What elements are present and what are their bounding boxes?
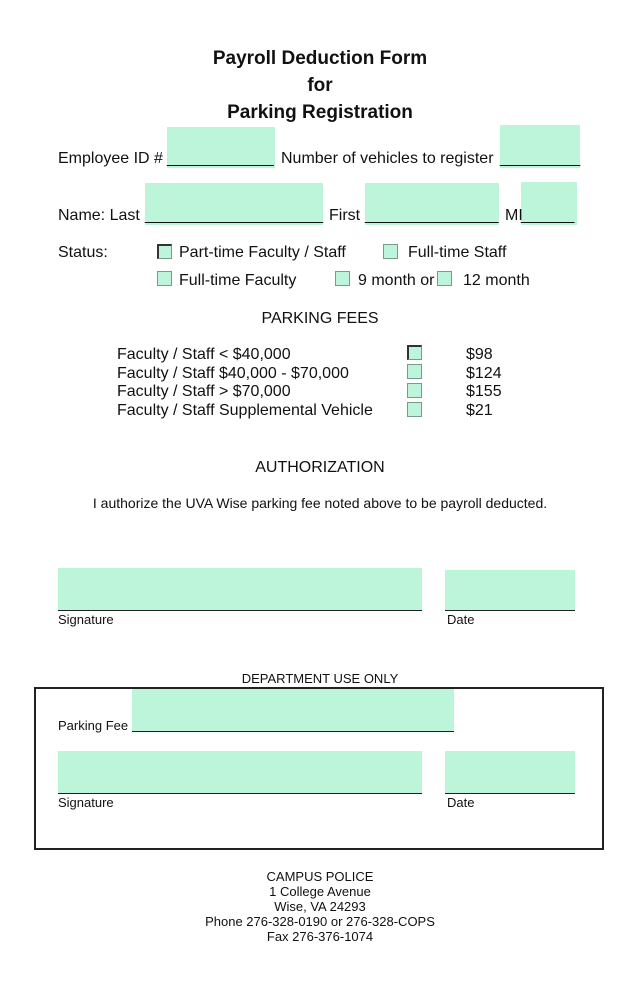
parking-fee-field[interactable]: [132, 689, 454, 731]
form-title-line-1: Payroll Deduction Form: [212, 48, 428, 69]
twelve-month-checkbox[interactable]: [437, 271, 452, 286]
full-time-faculty-checkbox[interactable]: [157, 271, 172, 286]
form-title-line-3: Parking Registration: [227, 102, 413, 123]
fee-option-checkbox-2[interactable]: [407, 364, 422, 379]
fee-row-price: $155: [466, 383, 502, 400]
fee-option-checkbox-1[interactable]: [407, 345, 422, 360]
authorization-date-field[interactable]: [445, 570, 575, 610]
full-time-faculty-label: Full-time Faculty: [179, 272, 297, 289]
vehicle-count-label: Number of vehicles to register: [281, 150, 494, 167]
authorization-signature-field[interactable]: [58, 568, 422, 610]
footer-address: 1 College Avenue: [269, 884, 371, 899]
parking-fees-heading: PARKING FEES: [261, 310, 379, 327]
last-name-underline: ____________________: [145, 207, 323, 224]
authorization-statement: I authorize the UVA Wise parking fee noted above to be payroll deducted.: [92, 495, 548, 511]
fee-row-price: $21: [466, 402, 493, 419]
fee-row-price: $98: [466, 346, 493, 363]
parking-fee-label: Parking Fee: [58, 718, 129, 733]
department-date-line: [445, 793, 575, 794]
fee-row-price: $124: [466, 365, 502, 382]
footer-city: Wise, VA 24293: [274, 899, 366, 914]
first-name-label: First: [329, 207, 361, 224]
fee-row-label: Faculty / Staff > $70,000: [117, 383, 291, 400]
full-time-staff-label: Full-time Staff: [408, 244, 507, 261]
employee-id-underline: ____________: [167, 150, 274, 167]
fee-row-label: Faculty / Staff $40,000 - $70,000: [117, 365, 349, 382]
authorization-signature-line: [58, 610, 422, 611]
vehicle-count-underline: _________: [500, 150, 581, 167]
authorization-heading: AUTHORIZATION: [255, 459, 385, 476]
department-date-field[interactable]: [445, 751, 575, 793]
footer-fax: Fax 276-376-1074: [266, 929, 374, 944]
fee-row-label: Faculty / Staff Supplemental Vehicle: [117, 402, 373, 419]
authorization-date-line: [445, 610, 575, 611]
last-name-label: Name: Last: [58, 207, 140, 224]
part-time-label: Part-time Faculty / Staff: [179, 244, 346, 261]
nine-month-checkbox[interactable]: [335, 271, 350, 286]
department-date-label: Date: [447, 795, 475, 810]
parking-fee-line: [132, 731, 454, 732]
nine-month-label: 9 month or: [358, 272, 435, 289]
full-time-staff-checkbox[interactable]: [383, 244, 398, 259]
form-title-line-2: for: [307, 75, 333, 96]
fee-row-label: Faculty / Staff < $40,000: [117, 346, 291, 363]
authorization-date-label: Date: [447, 612, 475, 627]
twelve-month-label: 12 month: [463, 272, 530, 289]
fee-option-checkbox-4[interactable]: [407, 402, 422, 417]
first-name-underline: _______________: [365, 207, 499, 224]
department-signature-field[interactable]: [58, 751, 422, 793]
department-use-heading: DEPARTMENT USE ONLY: [241, 671, 399, 686]
middle-initial-label: MI: [505, 207, 523, 224]
employee-id-label: Employee ID #: [58, 150, 163, 167]
department-signature-label: Signature: [58, 795, 114, 810]
fee-option-checkbox-3[interactable]: [407, 383, 422, 398]
authorization-signature-label: Signature: [58, 612, 114, 627]
part-time-checkbox[interactable]: [157, 244, 172, 259]
status-label: Status:: [58, 244, 108, 261]
footer-department: CAMPUS POLICE: [266, 869, 374, 884]
department-signature-line: [58, 793, 422, 794]
footer-phone: Phone 276-328-0190 or 276-328-COPS: [205, 914, 435, 929]
middle-initial-underline: ______: [521, 207, 575, 224]
